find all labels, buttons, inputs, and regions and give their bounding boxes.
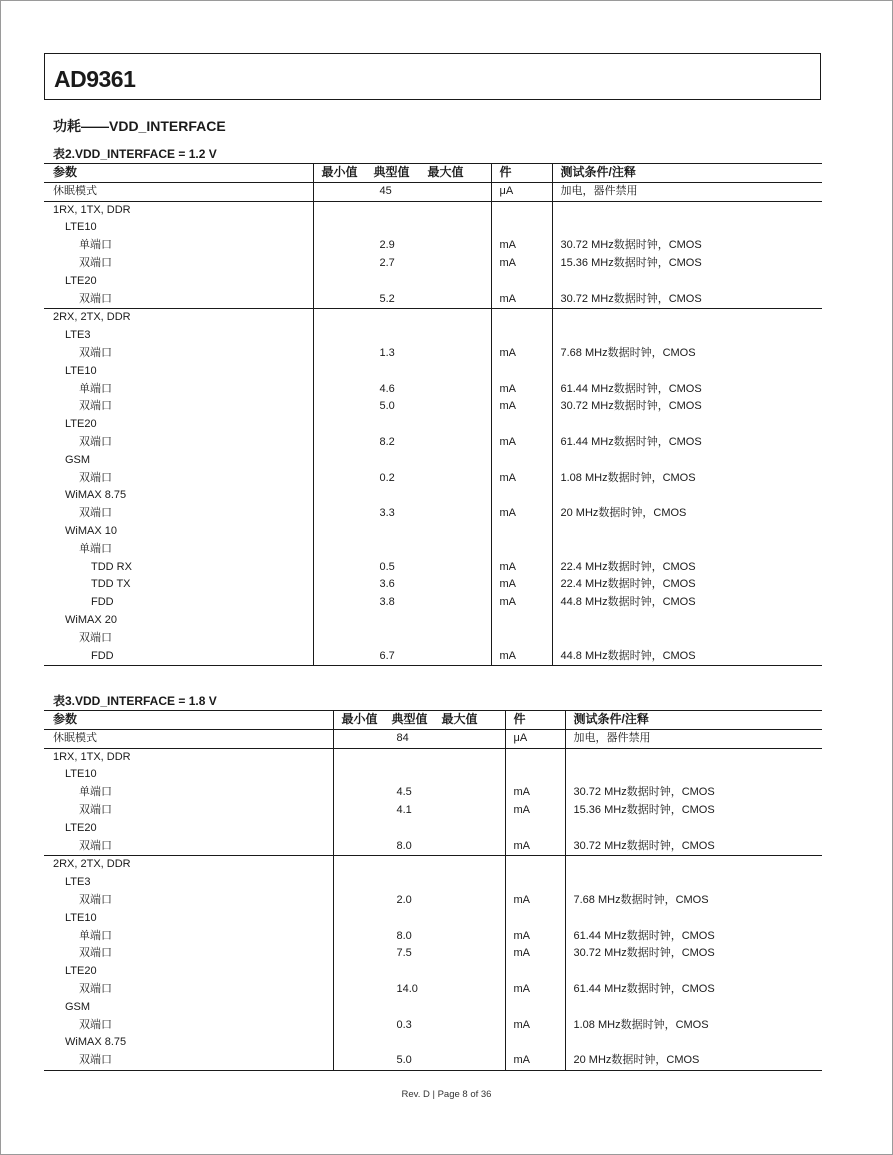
condition-cell — [552, 630, 822, 648]
unit-cell: mA — [505, 1017, 565, 1035]
condition-cell: 15.36 MHz数据时钟，CMOS — [573, 803, 715, 816]
typ-value-cell — [333, 1034, 505, 1052]
param-cell: LTE20 — [44, 963, 333, 981]
param-cell: LTE20 — [44, 416, 313, 434]
unit-cell: mA — [491, 255, 552, 273]
typ-value-cell — [333, 856, 505, 874]
unit-cell — [491, 363, 552, 381]
unit-cell: mA — [505, 784, 565, 802]
condition-cell — [565, 766, 822, 784]
col-max-header: 最大值 — [427, 165, 464, 179]
typ-value-cell — [313, 612, 491, 630]
condition-cell: 20 MHz数据时钟，CMOS — [573, 1054, 700, 1067]
condition-cell — [552, 201, 822, 219]
param-cell: 休眠模式 — [44, 182, 313, 201]
unit-cell — [491, 630, 552, 648]
condition-cell — [552, 612, 822, 630]
unit-cell — [505, 910, 565, 928]
typ-value-cell: 3.3 — [379, 507, 395, 520]
table-row — [44, 748, 822, 766]
param-cell: 1RX, 1TX, DDR — [44, 748, 333, 766]
page-footer: Rev. D | Page 8 of 36 — [401, 1089, 492, 1100]
typ-value-cell — [313, 327, 491, 345]
typ-value-cell: 84 — [396, 731, 409, 744]
table3-header-row — [44, 711, 822, 730]
param-cell: GSM — [44, 999, 333, 1017]
param-cell: 休眠模式 — [44, 729, 333, 748]
table-row — [44, 381, 822, 399]
param-cell: 双端口 — [44, 1052, 333, 1070]
col-typ-header: 典型值 — [373, 165, 410, 179]
table-row — [44, 452, 822, 470]
table-row — [44, 541, 822, 559]
unit-cell: mA — [505, 802, 565, 820]
unit-cell — [491, 273, 552, 291]
condition-cell — [552, 523, 822, 541]
unit-cell: mA — [505, 928, 565, 946]
table-row — [44, 945, 822, 963]
table-row — [44, 766, 822, 784]
param-cell: WiMAX 20 — [44, 612, 313, 630]
param-cell: 双端口 — [44, 470, 313, 488]
table-row — [44, 363, 822, 381]
col-cond-header: 测试条件/注释 — [573, 712, 649, 726]
condition-cell: 1.08 MHz数据时钟，CMOS — [573, 1018, 709, 1031]
table-row — [44, 1052, 822, 1070]
condition-cell — [565, 1034, 822, 1052]
typ-value-cell: 0.2 — [379, 471, 395, 484]
condition-cell — [552, 219, 822, 237]
param-cell: LTE10 — [44, 219, 313, 237]
unit-cell — [505, 1034, 565, 1052]
typ-value-cell: 14.0 — [396, 982, 418, 995]
typ-value-cell: 45 — [379, 184, 392, 197]
table-row — [44, 1034, 822, 1052]
condition-cell: 30.72 MHz数据时钟，CMOS — [573, 786, 715, 799]
typ-value-cell — [313, 487, 491, 505]
unit-cell — [505, 999, 565, 1017]
typ-value-cell — [333, 963, 505, 981]
param-cell: LTE10 — [44, 766, 333, 784]
typ-value-cell — [313, 452, 491, 470]
table2 — [44, 163, 822, 666]
condition-cell — [565, 748, 822, 766]
typ-value-cell: 5.0 — [379, 400, 395, 413]
unit-cell — [491, 416, 552, 434]
table-row — [44, 594, 822, 612]
typ-value-cell: 7.5 — [396, 947, 412, 960]
typ-value-cell: 4.5 — [396, 786, 412, 799]
table-row — [44, 219, 822, 237]
param-cell: WiMAX 10 — [44, 523, 313, 541]
unit-cell: mA — [491, 237, 552, 255]
condition-cell: 15.36 MHz数据时钟，CMOS — [560, 256, 702, 269]
unit-cell: mA — [505, 892, 565, 910]
typ-value-cell: 6.7 — [379, 649, 395, 662]
unit-cell — [491, 327, 552, 345]
unit-cell: mA — [491, 648, 552, 666]
table-row — [44, 182, 822, 201]
condition-cell: 1.08 MHz数据时钟，CMOS — [560, 471, 696, 484]
table-row — [44, 398, 822, 416]
typ-value-cell — [333, 910, 505, 928]
unit-cell — [505, 748, 565, 766]
typ-value-cell — [313, 309, 491, 327]
param-cell: TDD TX — [44, 576, 313, 594]
col-min-header: 最小值 — [321, 165, 358, 179]
table-row — [44, 576, 822, 594]
typ-value-cell — [313, 416, 491, 434]
table3-body — [44, 729, 822, 1070]
table2-body — [44, 182, 822, 666]
unit-cell — [505, 963, 565, 981]
typ-value-cell: 5.0 — [396, 1054, 412, 1067]
param-cell: 双端口 — [44, 802, 333, 820]
condition-cell — [552, 363, 822, 381]
param-cell: TDD RX — [44, 559, 313, 577]
table-row — [44, 729, 822, 748]
col-typ-header: 典型值 — [391, 712, 428, 726]
unit-cell: mA — [505, 945, 565, 963]
unit-cell — [491, 452, 552, 470]
unit-cell — [491, 201, 552, 219]
condition-cell — [552, 541, 822, 559]
param-cell: 双端口 — [44, 398, 313, 416]
unit-cell — [505, 820, 565, 838]
unit-cell — [505, 874, 565, 892]
condition-cell — [565, 999, 822, 1017]
unit-cell: mA — [491, 345, 552, 363]
table-row — [44, 416, 822, 434]
condition-cell — [565, 820, 822, 838]
document-header — [44, 53, 821, 100]
table-row — [44, 910, 822, 928]
table-row — [44, 892, 822, 910]
condition-cell — [552, 487, 822, 505]
col-max-header: 最大值 — [441, 712, 478, 726]
param-cell: 双端口 — [44, 345, 313, 363]
condition-cell: 20 MHz数据时钟，CMOS — [560, 507, 687, 520]
part-number-title: AD9361 — [54, 66, 136, 92]
col-min-typ-max-header — [313, 164, 491, 183]
param-cell: 双端口 — [44, 630, 313, 648]
table3 — [44, 710, 822, 1071]
unit-cell: mA — [505, 838, 565, 856]
condition-cell: 7.68 MHz数据时钟，CMOS — [573, 893, 709, 906]
table2-caption: 表2.VDD_INTERFACE = 1.2 V — [53, 147, 217, 161]
unit-cell — [505, 856, 565, 874]
condition-cell: 22.4 MHz数据时钟，CMOS — [560, 560, 696, 573]
typ-value-cell — [313, 523, 491, 541]
param-cell: 单端口 — [44, 237, 313, 255]
param-cell: FDD — [44, 594, 313, 612]
table-row — [44, 345, 822, 363]
param-cell: 双端口 — [44, 892, 333, 910]
param-cell: 双端口 — [44, 838, 333, 856]
typ-value-cell — [333, 766, 505, 784]
unit-cell: mA — [505, 981, 565, 999]
table-row — [44, 309, 822, 327]
condition-cell — [552, 327, 822, 345]
table-row — [44, 874, 822, 892]
typ-value-cell: 4.1 — [396, 803, 412, 816]
table-row — [44, 820, 822, 838]
typ-value-cell — [313, 630, 491, 648]
unit-cell: mA — [491, 434, 552, 452]
param-cell: 双端口 — [44, 945, 333, 963]
col-min-typ-max-header — [333, 711, 505, 730]
table-row — [44, 255, 822, 273]
table-row — [44, 434, 822, 452]
table-row — [44, 999, 822, 1017]
typ-value-cell: 2.0 — [396, 893, 412, 906]
unit-cell: mA — [491, 559, 552, 577]
condition-cell — [552, 273, 822, 291]
typ-value-cell: 4.6 — [379, 382, 395, 395]
param-cell: LTE20 — [44, 273, 313, 291]
unit-cell — [491, 523, 552, 541]
condition-cell: 44.8 MHz数据时钟，CMOS — [560, 596, 696, 609]
typ-value-cell: 0.5 — [379, 560, 395, 573]
param-cell: LTE3 — [44, 327, 313, 345]
col-unit-header: 件 — [505, 711, 565, 730]
unit-cell: μA — [505, 729, 565, 748]
typ-value-cell — [333, 999, 505, 1017]
param-cell: LTE3 — [44, 874, 333, 892]
table-row — [44, 201, 822, 219]
unit-cell: mA — [491, 291, 552, 309]
table-row — [44, 981, 822, 999]
col-param-header: 参数 — [44, 164, 313, 183]
table-row — [44, 237, 822, 255]
col-param-header: 参数 — [44, 711, 333, 730]
typ-value-cell: 3.8 — [379, 596, 395, 609]
param-cell: 2RX, 2TX, DDR — [44, 856, 333, 874]
col-unit-header: 件 — [491, 164, 552, 183]
unit-cell: mA — [491, 594, 552, 612]
typ-value-cell: 0.3 — [396, 1018, 412, 1031]
typ-value-cell — [333, 874, 505, 892]
unit-cell — [491, 487, 552, 505]
table-row — [44, 928, 822, 946]
param-cell: 2RX, 2TX, DDR — [44, 309, 313, 327]
unit-cell: μA — [491, 182, 552, 201]
typ-value-cell — [313, 273, 491, 291]
param-cell: FDD — [44, 648, 313, 666]
param-cell: 双端口 — [44, 981, 333, 999]
condition-cell: 30.72 MHz数据时钟，CMOS — [560, 239, 702, 252]
table-row — [44, 505, 822, 523]
table2-header-row — [44, 164, 822, 183]
table-row — [44, 559, 822, 577]
condition-cell: 61.44 MHz数据时钟，CMOS — [560, 382, 702, 395]
col-cond-header: 测试条件/注释 — [560, 165, 636, 179]
condition-cell: 30.72 MHz数据时钟，CMOS — [560, 400, 702, 413]
typ-value-cell — [313, 219, 491, 237]
typ-value-cell — [313, 541, 491, 559]
condition-cell: 44.8 MHz数据时钟，CMOS — [560, 649, 696, 662]
typ-value-cell: 1.3 — [379, 346, 395, 359]
table-row — [44, 327, 822, 345]
param-cell: WiMAX 8.75 — [44, 1034, 333, 1052]
typ-value-cell: 2.9 — [379, 239, 395, 252]
condition-cell — [552, 416, 822, 434]
condition-cell: 30.72 MHz数据时钟，CMOS — [573, 839, 715, 852]
param-cell: GSM — [44, 452, 313, 470]
condition-cell — [565, 874, 822, 892]
unit-cell: mA — [491, 398, 552, 416]
table3-caption: 表3.VDD_INTERFACE = 1.8 V — [53, 694, 217, 708]
unit-cell: mA — [491, 505, 552, 523]
table-row — [44, 291, 822, 309]
typ-value-cell — [333, 820, 505, 838]
condition-cell — [565, 910, 822, 928]
table-row — [44, 487, 822, 505]
unit-cell: mA — [491, 576, 552, 594]
unit-cell — [491, 309, 552, 327]
table-row — [44, 273, 822, 291]
condition-cell: 61.44 MHz数据时钟，CMOS — [573, 929, 715, 942]
param-cell: 单端口 — [44, 541, 313, 559]
param-cell: 1RX, 1TX, DDR — [44, 201, 313, 219]
table-row — [44, 856, 822, 874]
param-cell: 单端口 — [44, 381, 313, 399]
unit-cell — [491, 541, 552, 559]
condition-cell — [552, 309, 822, 327]
table-row — [44, 612, 822, 630]
typ-value-cell — [333, 748, 505, 766]
unit-cell: mA — [505, 1052, 565, 1070]
table-row — [44, 470, 822, 488]
param-cell: LTE20 — [44, 820, 333, 838]
condition-cell: 加电，器件禁用 — [573, 731, 651, 744]
typ-value-cell — [313, 363, 491, 381]
condition-cell: 7.68 MHz数据时钟，CMOS — [560, 346, 696, 359]
typ-value-cell: 2.7 — [379, 256, 395, 269]
condition-cell: 61.44 MHz数据时钟，CMOS — [560, 435, 702, 448]
param-cell: 双端口 — [44, 255, 313, 273]
section-title: 功耗——VDD_INTERFACE — [53, 118, 226, 134]
typ-value-cell: 8.0 — [396, 929, 412, 942]
param-cell: 单端口 — [44, 928, 333, 946]
condition-cell — [565, 856, 822, 874]
unit-cell — [491, 219, 552, 237]
table-row — [44, 630, 822, 648]
param-cell: WiMAX 8.75 — [44, 487, 313, 505]
typ-value-cell — [313, 201, 491, 219]
param-cell: 双端口 — [44, 291, 313, 309]
table-row — [44, 648, 822, 666]
condition-cell: 30.72 MHz数据时钟，CMOS — [560, 292, 702, 305]
unit-cell: mA — [491, 381, 552, 399]
condition-cell — [565, 963, 822, 981]
typ-value-cell: 8.0 — [396, 839, 412, 852]
param-cell: 双端口 — [44, 434, 313, 452]
col-min-header: 最小值 — [341, 712, 378, 726]
condition-cell: 加电，器件禁用 — [560, 184, 638, 197]
table-row — [44, 523, 822, 541]
unit-cell — [505, 766, 565, 784]
param-cell: 单端口 — [44, 784, 333, 802]
table-row — [44, 838, 822, 856]
typ-value-cell: 5.2 — [379, 292, 395, 305]
condition-cell: 22.4 MHz数据时钟，CMOS — [560, 578, 696, 591]
table-row — [44, 784, 822, 802]
unit-cell: mA — [491, 470, 552, 488]
param-cell: LTE10 — [44, 363, 313, 381]
condition-cell: 30.72 MHz数据时钟，CMOS — [573, 947, 715, 960]
typ-value-cell: 3.6 — [379, 578, 395, 591]
unit-cell — [491, 612, 552, 630]
table-row — [44, 1017, 822, 1035]
typ-value-cell: 8.2 — [379, 435, 395, 448]
param-cell: 双端口 — [44, 1017, 333, 1035]
table-row — [44, 963, 822, 981]
table-row — [44, 802, 822, 820]
param-cell: 双端口 — [44, 505, 313, 523]
condition-cell — [552, 452, 822, 470]
condition-cell: 61.44 MHz数据时钟，CMOS — [573, 982, 715, 995]
param-cell: LTE10 — [44, 910, 333, 928]
